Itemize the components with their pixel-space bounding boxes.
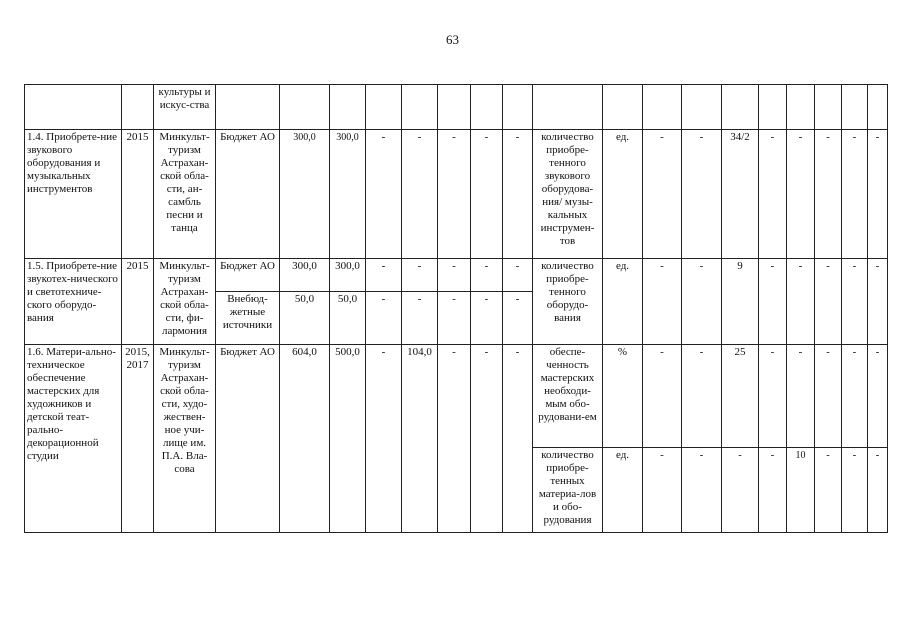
indicator-cell: - [759, 130, 787, 259]
funding-total: 50,0 [280, 292, 330, 345]
funding-2015: 300,0 [330, 130, 366, 259]
indicator-cell: - [842, 345, 868, 448]
indicator-cell: - [815, 345, 842, 448]
indicator-cell: - [682, 448, 722, 533]
measure-name: 1.4. Приобрете-ние звукового оборудования и музыкальных инструментов [25, 130, 122, 259]
funding-cell: - [366, 292, 402, 345]
indicator-cell: - [643, 345, 682, 448]
page-number: 63 [446, 32, 459, 47]
funding-source: Бюджет АО [216, 345, 280, 533]
indicator-cell: - [842, 130, 868, 259]
indicator-cell: 25 [722, 345, 759, 448]
funding-source: Бюджет АО [216, 259, 280, 292]
org-continuation: культуры и искус-ства [154, 85, 216, 130]
measure-year: 2015 [122, 259, 154, 345]
indicator-cell: - [682, 130, 722, 259]
funding-cell: - [503, 345, 533, 533]
funding-cell: - [402, 259, 438, 292]
funding-cell: - [503, 130, 533, 259]
indicator-cell: - [643, 448, 682, 533]
measure-name: 1.6. Матери-ально-техническое обеспечение мастерских для художников и детской теат-рально-декорационной студии [25, 345, 122, 533]
funding-cell: - [471, 259, 503, 292]
indicator-cell: 9 [722, 259, 759, 345]
funding-source: Внебюд-жетные источники [216, 292, 280, 345]
indicator-cell: - [682, 259, 722, 345]
continuation-row [25, 85, 888, 130]
funding-total: 604,0 [280, 345, 330, 533]
indicator-cell: - [787, 130, 815, 259]
measure-org: Минкульт-туризм Астрахан-ской обла-сти, фи-лармония [154, 259, 216, 345]
table-row [25, 345, 888, 448]
funding-total: 300,0 [280, 259, 330, 292]
indicator-cell: - [842, 259, 868, 345]
indicator-unit: % [603, 345, 643, 448]
indicator-cell: - [815, 259, 842, 345]
indicator-name: количество приобре-тенных материа-лов и обо-рудования [533, 448, 603, 533]
indicator-cell: - [643, 259, 682, 345]
funding-total: 300,0 [280, 130, 330, 259]
program-table [24, 84, 888, 533]
funding-cell: - [471, 292, 503, 345]
measure-year: 2015, 2017 [122, 345, 154, 533]
measure-year: 2015 [122, 130, 154, 259]
table-row [25, 130, 888, 259]
funding-cell: - [471, 130, 503, 259]
indicator-cell: - [759, 448, 787, 533]
indicator-unit: ед. [603, 130, 643, 259]
indicator-cell: - [759, 345, 787, 448]
indicator-unit: ед. [603, 448, 643, 533]
funding-cell: - [503, 259, 533, 292]
funding-cell: - [438, 292, 471, 345]
funding-cell: - [402, 292, 438, 345]
funding-cell: - [503, 292, 533, 345]
funding-cell: - [366, 259, 402, 292]
funding-cell: - [471, 345, 503, 533]
indicator-cell: - [815, 130, 842, 259]
funding-cell: - [438, 130, 471, 259]
indicator-cell: 34/2 [722, 130, 759, 259]
funding-cell: - [366, 130, 402, 259]
indicator-name: обеспе-ченность мастерских необходи-мым обо-рудовани-ем [533, 345, 603, 448]
measure-org: Минкульт-туризм Астрахан-ской обла-сти, ан-самбль песни и танца [154, 130, 216, 259]
indicator-cell: - [868, 130, 888, 259]
indicator-name: количество приобре-тенного оборудо-вания [533, 259, 603, 345]
indicator-cell: - [868, 448, 888, 533]
funding-cell: - [438, 345, 471, 533]
indicator-cell: - [722, 448, 759, 533]
indicator-cell: - [868, 345, 888, 448]
indicator-cell: - [815, 448, 842, 533]
funding-2015: 500,0 [330, 345, 366, 533]
indicator-cell: - [759, 259, 787, 345]
funding-cell: - [366, 345, 402, 533]
funding-2015: 300,0 [330, 259, 366, 292]
indicator-cell: - [787, 259, 815, 345]
funding-source: Бюджет АО [216, 130, 280, 259]
indicator-unit: ед. [603, 259, 643, 345]
funding-cell: - [402, 130, 438, 259]
indicator-cell: - [842, 448, 868, 533]
indicator-cell: - [787, 345, 815, 448]
indicator-cell: 10 [787, 448, 815, 533]
table-row [25, 259, 888, 292]
funding-cell: - [438, 259, 471, 292]
indicator-name: количество приобре-тенного звукового оборудова-ния/ музы-кальных инструмен-тов [533, 130, 603, 259]
indicator-cell: - [643, 130, 682, 259]
indicator-cell: - [868, 259, 888, 345]
measure-org: Минкульт-туризм Астрахан-ской обла-сти, худо-жествен-ное учи-лище им. П.А. Вла-сова [154, 345, 216, 533]
indicator-cell: - [682, 345, 722, 448]
measure-name: 1.5. Приобрете-ние звукотех-нического и светотехниче-ского оборудо-вания [25, 259, 122, 345]
funding-cell: 104,0 [402, 345, 438, 533]
funding-2015: 50,0 [330, 292, 366, 345]
